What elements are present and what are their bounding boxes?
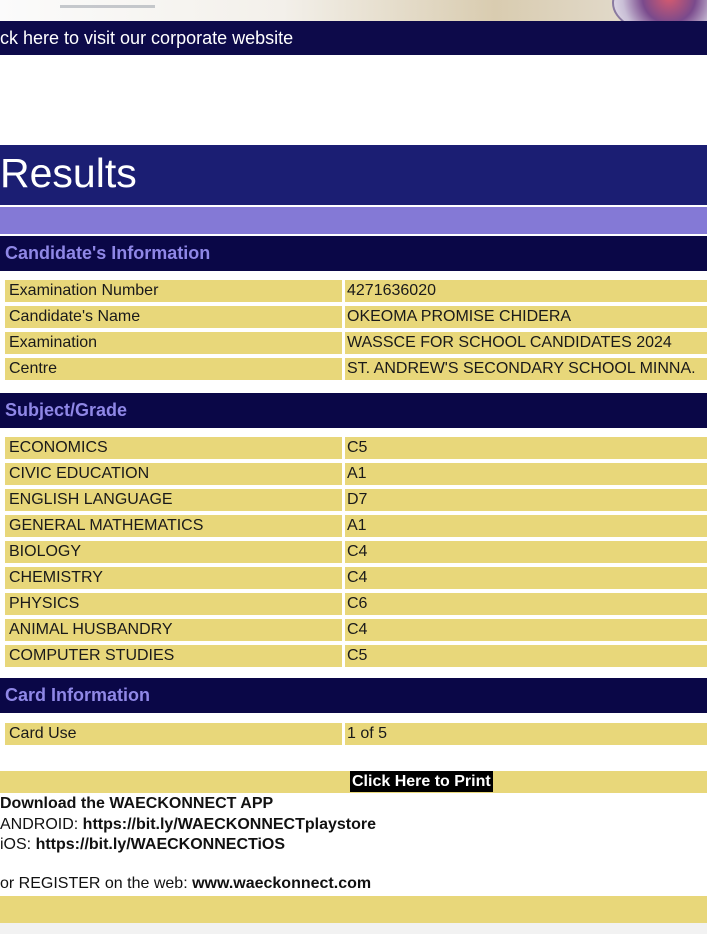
register-link[interactable]: www.waeckonnect.com [192,875,372,892]
subject-cell: ENGLISH LANGUAGE [5,489,342,511]
subject-cell: COMPUTER STUDIES [5,645,342,667]
register-line [0,875,371,893]
grade-cell: C4 [345,567,707,589]
divider-bar [0,207,707,234]
table-row-label: Centre [5,358,342,380]
footer-bar [0,896,707,923]
subject-cell: CHEMISTRY [5,567,342,589]
android-label: ANDROID: [0,816,83,833]
subject-cell: PHYSICS [5,593,342,615]
grade-cell: A1 [345,515,707,537]
grade-cell: A1 [345,463,707,485]
card-use-label: Card Use [5,723,342,745]
table-row-label: Examination [5,332,342,354]
page-title: Results [0,150,137,196]
ios-line [0,836,285,854]
grade-cell: C6 [345,593,707,615]
candidate-name-value: OKEOMA PROMISE CHIDERA [345,306,707,328]
ios-link[interactable]: https://bit.ly/WAECKONNECTiOS [35,836,286,853]
card-use-value: 1 of 5 [345,723,707,745]
candidate-info-title: Candidate's Information [5,243,211,263]
examination-number-value: 4271636020 [345,280,707,302]
android-line [0,816,376,834]
grade-cell: C5 [345,437,707,459]
register-label: or REGISTER on the web: [0,875,193,892]
footer-strip [0,923,707,934]
print-button[interactable]: Click Here to Print [352,773,491,790]
table-row-label: Candidate's Name [5,306,342,328]
subject-cell: ANIMAL HUSBANDRY [5,619,342,641]
subject-cell: ECONOMICS [5,437,342,459]
card-info-title: Card Information [5,685,151,705]
top-banner-strip [0,0,707,21]
download-app-heading: Download the WAECKONNECT APP [0,795,274,812]
corporate-website-link[interactable]: ck here to visit our corporate website [0,28,294,48]
subject-cell: CIVIC EDUCATION [5,463,342,485]
table-row-label: Examination Number [5,280,342,302]
grade-cell: C4 [345,619,707,641]
subject-grade-title: Subject/Grade [5,400,128,420]
android-link[interactable]: https://bit.ly/WAECKONNECTplaystore [82,816,377,833]
grade-cell: C4 [345,541,707,563]
ios-label: iOS: [0,836,36,853]
centre-value: ST. ANDREW'S SECONDARY SCHOOL MINNA. [345,358,707,380]
subject-cell: BIOLOGY [5,541,342,563]
subject-cell: GENERAL MATHEMATICS [5,515,342,537]
grade-cell: C5 [345,645,707,667]
grade-cell: D7 [345,489,707,511]
examination-value: WASSCE FOR SCHOOL CANDIDATES 2024 [345,332,707,354]
